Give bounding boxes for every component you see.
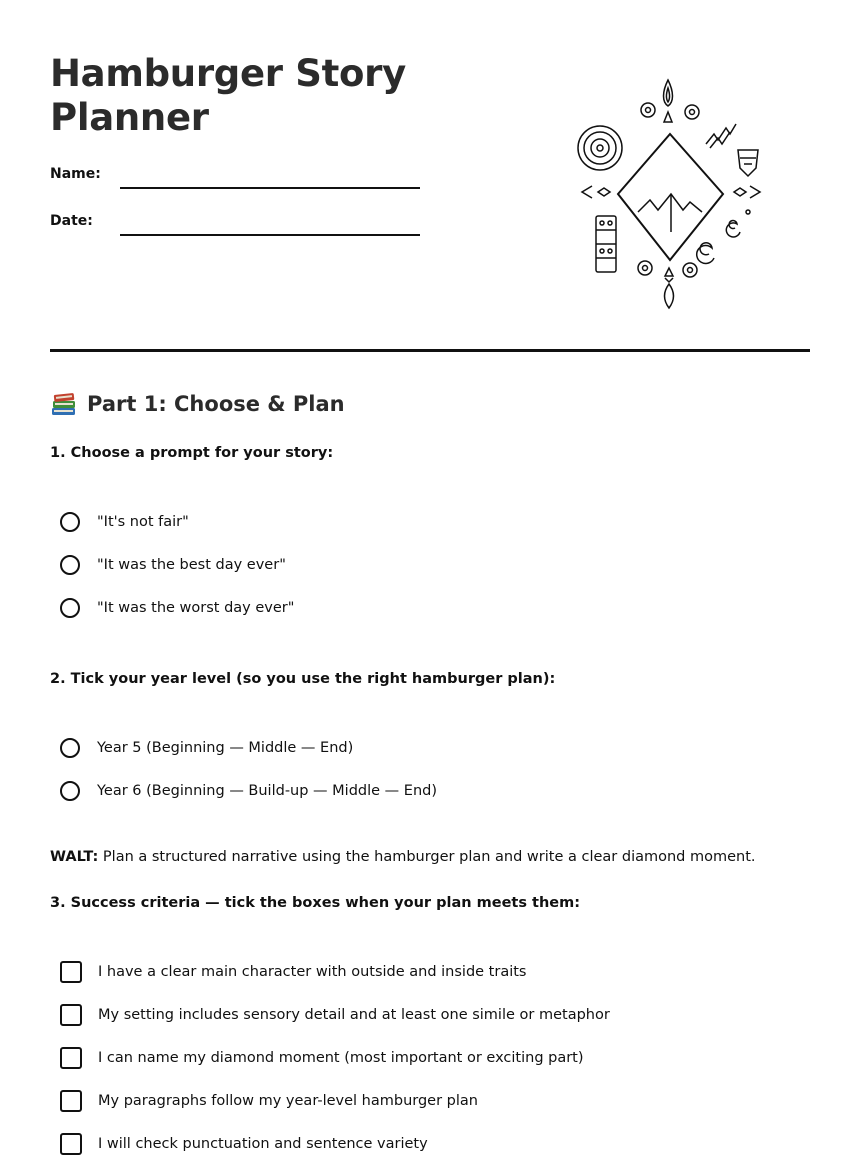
- criteria-item[interactable]: [60, 1002, 610, 1028]
- radio-button[interactable]: [60, 512, 80, 532]
- criteria-label: I can name my diamond moment (most important or exciting part): [98, 1050, 584, 1066]
- prompt-option-label: "It's not fair": [97, 514, 189, 530]
- year-option-6[interactable]: [60, 778, 437, 804]
- title-line-1: Hamburger Story: [50, 52, 406, 95]
- header-divider: [50, 349, 810, 352]
- year-option-label: Year 5 (Beginning — Middle — End): [97, 740, 354, 756]
- checkbox[interactable]: [60, 961, 82, 983]
- checkbox[interactable]: [60, 1047, 82, 1069]
- date-field[interactable]: [50, 213, 430, 241]
- question-2-label: 2. Tick your year level (so you use the right hamburger plan):: [50, 671, 556, 687]
- date-write-line[interactable]: [120, 234, 420, 236]
- date-label: Date:: [50, 213, 93, 229]
- prompt-option-label: "It was the worst day ever": [97, 600, 295, 616]
- year-option-label: Year 6 (Beginning — Build-up — Middle — End): [97, 783, 437, 799]
- criteria-label: I have a clear main character with outside and inside traits: [98, 964, 527, 980]
- radio-button[interactable]: [60, 555, 80, 575]
- criteria-label: My setting includes sensory detail and at least one simile or metaphor: [98, 1007, 610, 1023]
- books-icon: [50, 390, 78, 418]
- part1-heading-text: Part 1: Choose & Plan: [87, 392, 345, 416]
- maori-pattern-diamond-mountains-icon: [568, 72, 768, 312]
- radio-button[interactable]: [60, 598, 80, 618]
- prompt-option-not-fair[interactable]: [60, 509, 189, 535]
- title-line-2: Planner: [50, 96, 209, 139]
- radio-button[interactable]: [60, 781, 80, 801]
- criteria-item[interactable]: [60, 1088, 478, 1114]
- walt-text: Plan a structured narrative using the hamburger plan and write a clear diamond moment.: [98, 849, 756, 865]
- page-title: [50, 52, 470, 140]
- criteria-item[interactable]: [60, 1045, 584, 1071]
- year-option-5[interactable]: [60, 735, 353, 761]
- name-label: Name:: [50, 166, 101, 182]
- checkbox[interactable]: [60, 1133, 82, 1155]
- walt-prefix: WALT:: [50, 849, 99, 865]
- checkbox[interactable]: [60, 1090, 82, 1112]
- criteria-item[interactable]: [60, 959, 527, 985]
- criteria-label: My paragraphs follow my year-level hamburger plan: [98, 1093, 478, 1109]
- name-field[interactable]: [50, 166, 430, 194]
- part1-heading: [50, 388, 345, 420]
- walt-statement: [50, 849, 756, 865]
- radio-button[interactable]: [60, 738, 80, 758]
- name-write-line[interactable]: [120, 187, 420, 189]
- prompt-option-label: "It was the best day ever": [97, 557, 286, 573]
- question-1-label: 1. Choose a prompt for your story:: [50, 445, 334, 461]
- criteria-item[interactable]: [60, 1131, 428, 1157]
- checkbox[interactable]: [60, 1004, 82, 1026]
- question-3-label: 3. Success criteria — tick the boxes when your plan meets them:: [50, 895, 581, 911]
- criteria-label: I will check punctuation and sentence variety: [98, 1136, 428, 1152]
- prompt-option-worst-day[interactable]: [60, 595, 294, 621]
- prompt-option-best-day[interactable]: [60, 552, 286, 578]
